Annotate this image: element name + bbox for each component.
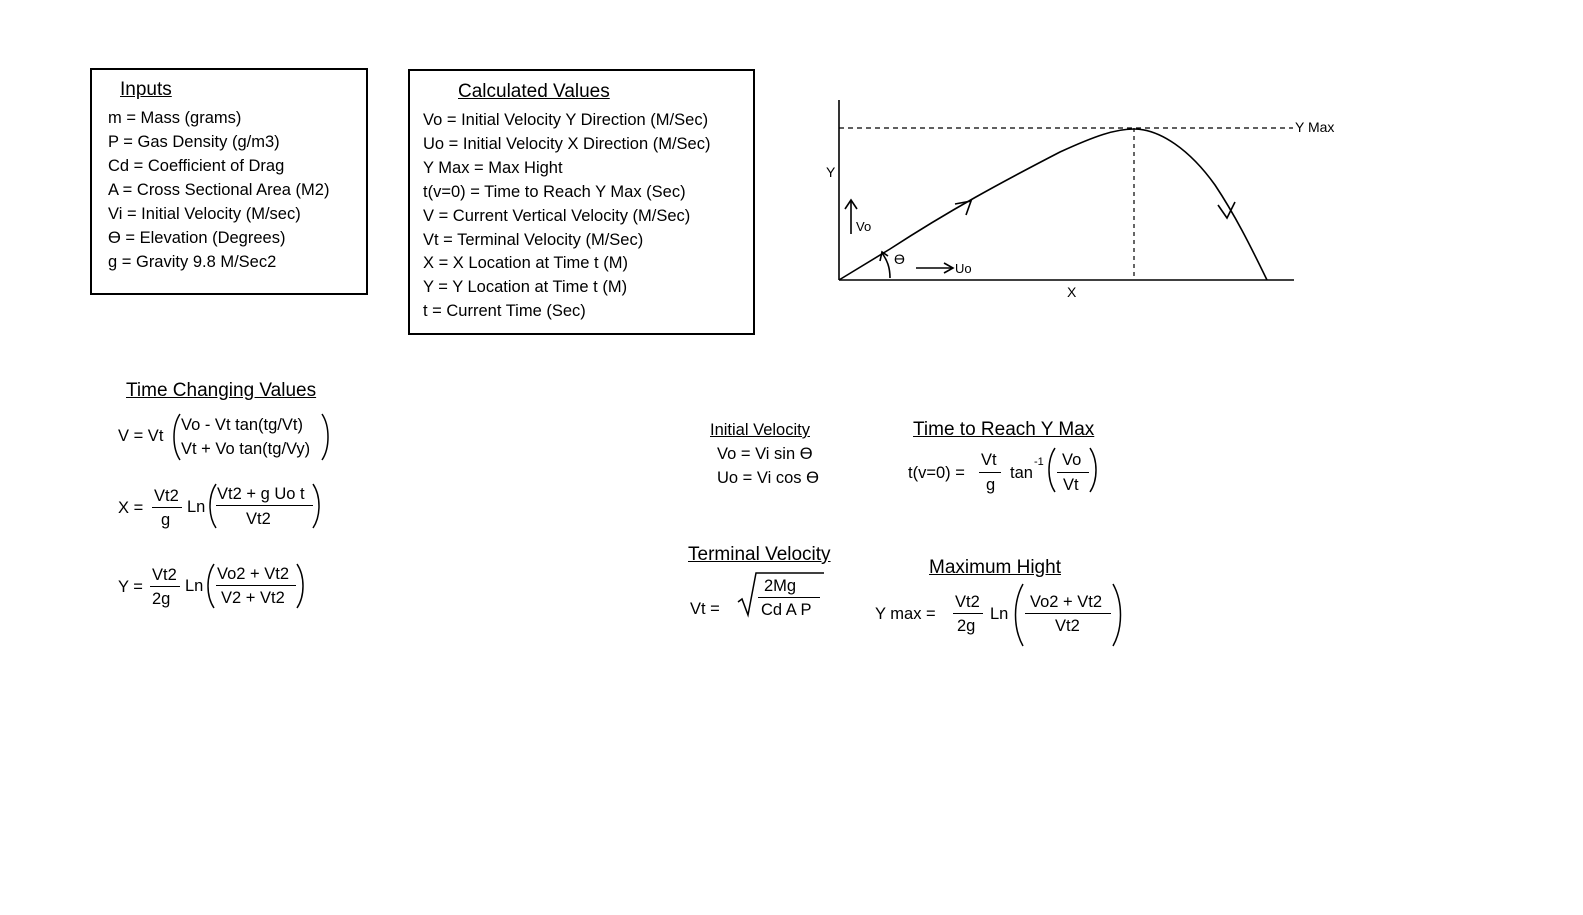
time-to-ymax-title: Time to Reach Y Max [913, 419, 1095, 440]
calculated-title: Calculated Values [458, 81, 610, 102]
y-frac-bar [150, 586, 180, 587]
calc-x: X = X Location at Time t (M) [423, 254, 628, 272]
y-axis-label: Y [826, 164, 836, 180]
time-to-ymax-right-paren [1088, 446, 1100, 494]
max-height-lhs: Y max = [875, 605, 936, 623]
x-frac-bar [152, 507, 182, 508]
theta-label: Ɵ [894, 251, 905, 267]
initial-velocity-line1: Vo = Vi sin Ɵ [717, 445, 813, 463]
terminal-velocity-num: 2Mg [764, 577, 797, 595]
v-top-line: Vo - Vt tan(tg/Vt) [181, 416, 303, 434]
max-height-num: Vo2 + Vt2 [1030, 593, 1103, 611]
max-height-frac-den: 2g [957, 617, 976, 635]
time-changing-title: Time Changing Values [126, 380, 317, 401]
initial-velocity-line2: Uo = Vi cos Ɵ [717, 469, 819, 487]
v-bottom-line: Vt + Vo tan(tg/Vy) [181, 440, 311, 458]
v-equation-lhs: V = Vt [118, 427, 164, 445]
time-to-ymax-num: Vo [1062, 451, 1082, 469]
x-bar [216, 505, 313, 506]
y-frac-den: 2g [152, 590, 171, 608]
max-height-frac-bar [953, 613, 983, 614]
ymax-label: Y Max [1295, 119, 1335, 135]
time-to-ymax-lhs: t(v=0) = [908, 464, 965, 482]
terminal-velocity-den: Cd A P [761, 601, 812, 619]
calc-y: Y = Y Location at Time t (M) [423, 278, 628, 296]
input-drag-coefficient: Cd = Coefficient of Drag [108, 157, 285, 175]
max-height-right-paren [1111, 582, 1125, 648]
calc-uo: Uo = Initial Velocity X Direction (M/Sec) [423, 135, 711, 153]
calc-t: t = Current Time (Sec) [423, 302, 586, 320]
calc-vt: Vt = Terminal Velocity (M/Sec) [423, 231, 644, 249]
max-height-den: Vt2 [1055, 617, 1080, 635]
calc-tv0: t(v=0) = Time to Reach Y Max (Sec) [423, 183, 686, 201]
time-to-ymax-func: tan [1010, 464, 1033, 482]
calc-vo: Vo = Initial Velocity Y Direction (M/Sec) [423, 111, 709, 129]
terminal-velocity-title: Terminal Velocity [688, 544, 831, 565]
y-frac-num: Vt2 [152, 566, 177, 584]
y-den: V2 + Vt2 [221, 589, 285, 607]
input-elevation: Ɵ = Elevation (Degrees) [108, 229, 286, 247]
initial-velocity-title: Initial Velocity [710, 421, 810, 439]
vo-label: Vo [856, 219, 872, 234]
y-ln: Ln [185, 577, 204, 595]
time-to-ymax-superscript: -1 [1034, 456, 1044, 468]
calc-ymax: Y Max = Max Hight [423, 159, 563, 177]
max-height-ln: Ln [990, 605, 1009, 623]
v-right-paren [320, 412, 332, 462]
time-to-ymax-frac-num: Vt [981, 451, 997, 469]
max-height-title: Maximum Hight [929, 557, 1061, 578]
input-gas-density: P = Gas Density (g/m3) [108, 133, 280, 151]
theta-arc [882, 253, 890, 278]
max-height-left-paren [1011, 582, 1025, 648]
time-to-ymax-bar [1057, 472, 1089, 473]
x-frac-den: g [161, 511, 171, 529]
max-height-frac-num: Vt2 [955, 593, 980, 611]
terminal-velocity-bar [758, 597, 820, 598]
y-right-paren [295, 562, 307, 610]
input-initial-velocity: Vi = Initial Velocity (M/sec) [108, 205, 301, 223]
x-num: Vt2 + g Uo t [217, 485, 305, 503]
uo-label: Uo [955, 261, 972, 276]
input-mass: m = Mass (grams) [108, 109, 242, 127]
input-gravity: g = Gravity 9.8 M/Sec2 [108, 253, 277, 271]
inputs-title: Inputs [120, 79, 172, 100]
y-equation-lhs: Y = [118, 578, 143, 596]
time-to-ymax-frac-bar [979, 472, 1001, 473]
x-right-paren [311, 482, 323, 530]
calc-v: V = Current Vertical Velocity (M/Sec) [423, 207, 691, 225]
x-axis-label: X [1067, 284, 1077, 300]
x-frac-num: Vt2 [154, 487, 179, 505]
y-bar [216, 585, 296, 586]
x-den: Vt2 [246, 510, 271, 528]
terminal-velocity-lhs: Vt = [690, 600, 720, 618]
x-ln: Ln [187, 498, 206, 516]
time-to-ymax-frac-den: g [986, 476, 996, 494]
time-to-ymax-left-paren [1045, 446, 1057, 494]
time-to-ymax-den: Vt [1063, 476, 1079, 494]
x-equation-lhs: X = [118, 499, 144, 517]
y-num: Vo2 + Vt2 [217, 565, 290, 583]
max-height-bar [1025, 613, 1111, 614]
input-cross-area: A = Cross Sectional Area (M2) [108, 181, 330, 199]
y-left-paren [204, 562, 216, 610]
